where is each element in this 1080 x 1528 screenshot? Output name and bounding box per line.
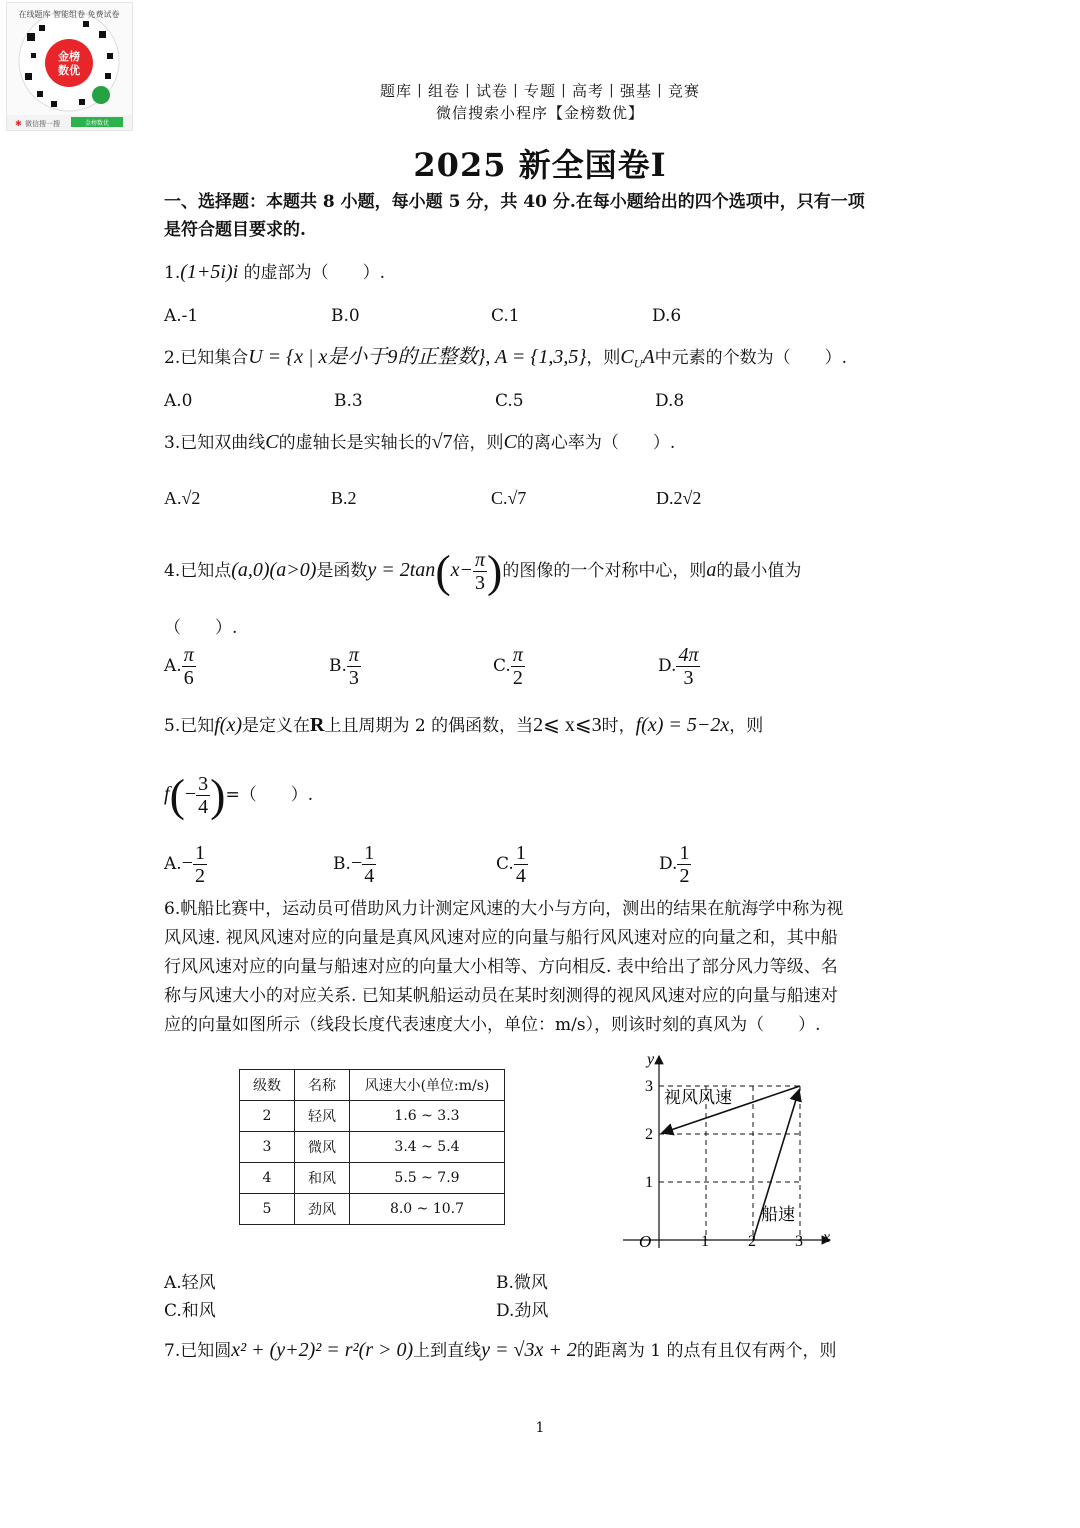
origin-label: O	[639, 1232, 652, 1251]
question-2: 2.已知集合U = {x | x是小于9的正整数}, A = {1,3,5}，则$C_UA$中元素的个数为（ ）.	[164, 346, 848, 371]
y-tick: 3	[645, 1078, 653, 1095]
q1-option-b[interactable]: B.0	[331, 306, 360, 326]
header-nav: 题库丨组卷丨试卷丨专题丨高考丨强基丨竞赛	[379, 82, 700, 100]
table-row: 5 劲风 8.0 ~ 10.7	[240, 1194, 505, 1225]
q5-definition: f(x) = 5−2x	[635, 714, 730, 736]
q1-option-d[interactable]: D.6	[652, 306, 682, 326]
q1-option-c[interactable]: C.1	[491, 306, 520, 326]
q6-option-a[interactable]: A.轻风	[164, 1273, 216, 1293]
q3-option-c[interactable]: C.√7	[491, 488, 527, 508]
q5-condition: 2⩽ x⩽3	[533, 714, 602, 736]
q1-option-a[interactable]: A.-1	[164, 306, 199, 326]
section-heading-1: 一、选择题：本题共 8 小题，每小题 5 分，共 40 分.在每小题给出的四个选项中，只有一项	[164, 192, 865, 212]
q4-option-d[interactable]: D. $\frac{4\pi}{3}$	[658, 644, 699, 689]
q5-option-c[interactable]: C. $\frac{1}{4}$	[496, 842, 526, 887]
q2-option-d[interactable]: D.8	[655, 391, 685, 411]
x-tick: 2	[748, 1233, 756, 1250]
logo-footer-tag: 金榜数优	[84, 120, 110, 127]
table-row: 4 和风 5.5 ~ 7.9	[240, 1163, 505, 1194]
q5-option-b[interactable]: B.− $\frac{1}{4}$	[333, 842, 375, 887]
q3-root: √7	[431, 431, 453, 453]
question-3: 3.已知双曲线C的虚轴长是实轴长的√7倍，则C的离心率为（ ）.	[164, 431, 676, 453]
y-tick: 2	[645, 1126, 653, 1143]
y-tick: 1	[645, 1174, 653, 1191]
svg-text:✱: ✱	[15, 119, 22, 128]
logo-center-text-2: 数优	[58, 64, 80, 77]
table-header-row: 级数 名称 风速大小(单位:m/s)	[240, 1070, 505, 1101]
wind-table	[239, 1069, 505, 1225]
x-tick: 1	[701, 1233, 709, 1250]
boat-speed-label: 船速	[761, 1205, 795, 1225]
q5-expression: f(− $\frac{3}{4}$ )=（ ）.	[164, 769, 314, 821]
q4-option-b[interactable]: B. $\frac{\pi}{3}$	[329, 644, 359, 689]
section-heading-2: 是符合题目要求的.	[164, 220, 306, 240]
q5-option-a[interactable]: A.− $\frac{1}{2}$	[164, 842, 205, 887]
logo-ring-text: 在线题库 智能组卷 免费试卷	[18, 10, 120, 19]
apparent-wind-label: 视风风速	[664, 1088, 732, 1108]
header-search: 微信搜索小程序【金榜数优】	[435, 104, 644, 122]
q7-circle: x² + (y+2)² = r²(r > 0)	[231, 1339, 414, 1361]
q2-option-a[interactable]: A.0	[164, 391, 193, 411]
y-axis-label: y	[647, 1051, 655, 1068]
q4-point: (a,0)(a>0)	[231, 559, 317, 581]
question-1: 1.(1+5i)i 的虚部为（ ）.	[164, 261, 385, 283]
logo-footer-text: 微信搜一搜	[25, 120, 60, 128]
vector-graph	[615, 1048, 845, 1257]
logo-center-text-1: 金榜	[58, 50, 80, 63]
table-row: 2 轻风 1.6 ~ 3.3	[240, 1101, 505, 1132]
q3-option-d[interactable]: D.2√2	[656, 488, 702, 508]
q2-option-b[interactable]: B.3	[334, 391, 363, 411]
question-6: 6.帆船比赛中，运动员可借助风力计测定风速的大小与方向，测出的结果在航海学中称为视 风风速. 视风风速对应的向量是真风风速对应的向量与船行风风速对应的向量之和，其中船 行风风速对应的向量与船速对应的向量大小相等、方向相反. 表中给出了部分风力等级、名 称与风速大小的对应关系. 已知某帆船运动员在某时刻测得的视风风速对应的向量与船速对 应的向量如图所示（线段长度代表速度大小，单位：m/s），则该时刻的真风为（ ）.	[164, 899, 844, 1035]
q2-expr: U = {x | x是小于9的正整数}, A = {1,3,5}	[248, 346, 587, 368]
q6-option-d[interactable]: D.劲风	[496, 1301, 549, 1321]
table-row: 3 微风 3.4 ~ 5.4	[240, 1132, 505, 1163]
question-4: 4.已知点(a,0)(a>0)是函数y = 2tan(x− $\frac{\pi}{3}$ )的图像的一个对称中心，则a的最小值为	[164, 545, 802, 597]
q4-paren: （ ）.	[164, 618, 238, 638]
q4-option-a[interactable]: A. $\frac{\pi}{6}$	[164, 644, 194, 689]
q7-line: y = √3x + 2	[481, 1339, 577, 1361]
q3-option-a[interactable]: A.√2	[164, 488, 201, 508]
q4-option-c[interactable]: C. $\frac{\pi}{2}$	[493, 644, 523, 689]
question-7: 7.已知圆x² + (y+2)² = r²(r > 0)上到直线y = √3x + 2的距离为 1 的点有且仅有两个，则	[164, 1339, 837, 1361]
x-axis-label: x	[823, 1229, 831, 1246]
q3-option-b[interactable]: B.2	[331, 488, 357, 508]
page-title: 2025 新全国卷Ⅰ	[413, 146, 667, 184]
page-number: 1	[535, 1420, 545, 1436]
q6-option-b[interactable]: B.微风	[496, 1273, 548, 1293]
question-5: 5.已知f(x)是定义在R上且周期为 2 的偶函数，当2⩽ x⩽3时，f(x) = 5−2x，则	[164, 714, 764, 736]
q6-option-c[interactable]: C.和风	[164, 1301, 216, 1321]
q1-expr: (1+5i)i	[180, 261, 239, 283]
x-tick: 3	[795, 1233, 803, 1250]
q2-option-c[interactable]: C.5	[495, 391, 524, 411]
q5-option-d[interactable]: D. $\frac{1}{2}$	[659, 842, 690, 887]
